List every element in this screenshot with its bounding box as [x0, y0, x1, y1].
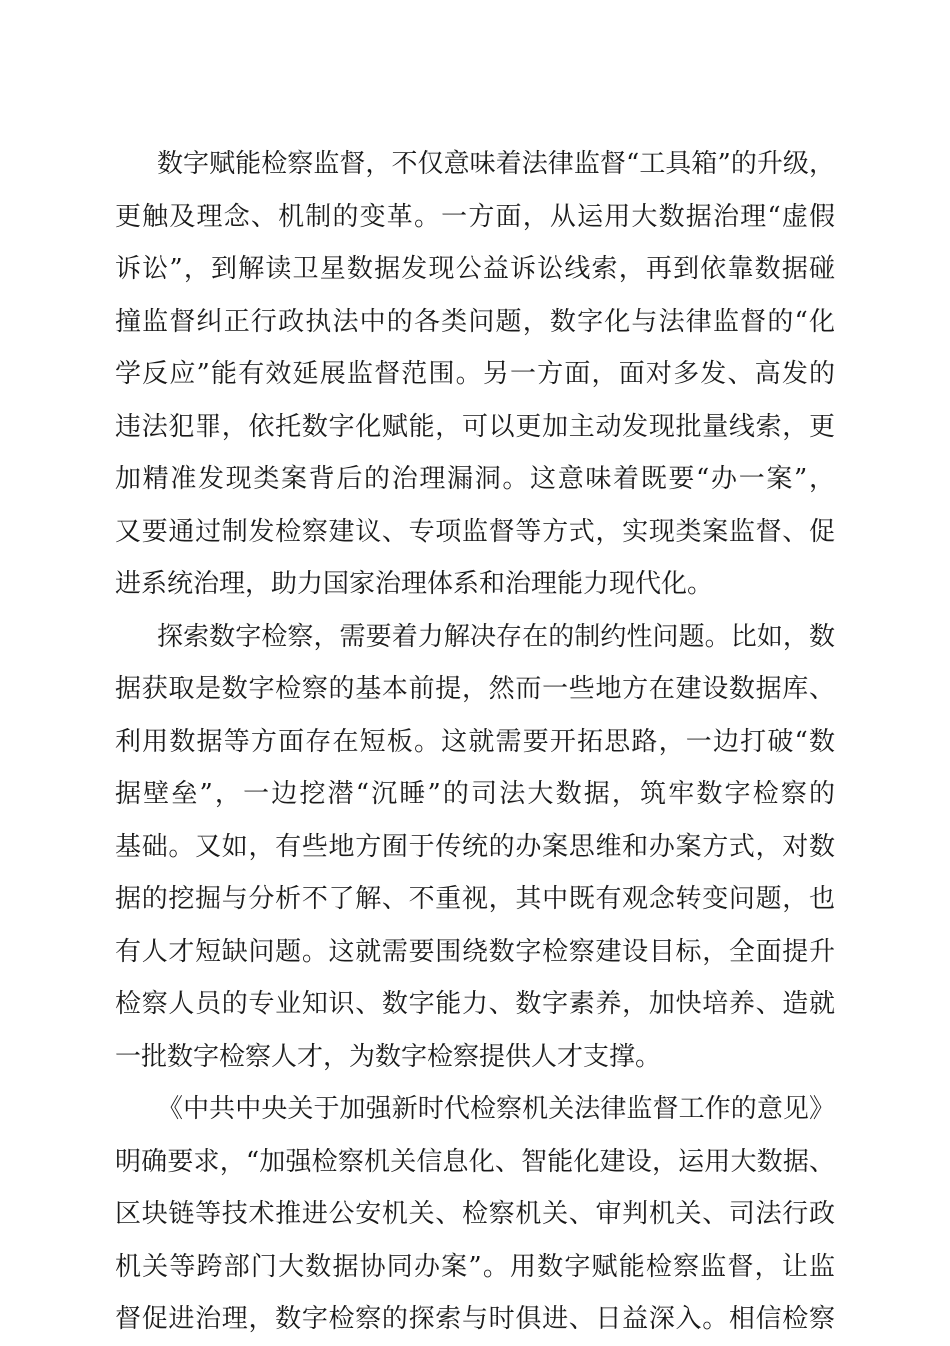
text-line: 又要通过制发检察建议、专项监督等方式，实现类案监督、促	[115, 516, 835, 547]
text-line: 数字赋能检察监督，不仅意味着法律监督“工具箱”的升级，	[157, 149, 835, 179]
text-line: 检察人员的专业知识、数字能力、数字素养，加快培养、造就	[115, 989, 835, 1019]
text-line: 更触及理念、机制的变革。一方面，从运用大数据治理“虚假	[115, 201, 835, 232]
text-line: 据的挖掘与分析不了解、不重视，其中既有观念转变问题，也	[115, 884, 835, 914]
text-line: 学反应”能有效延展监督范围。另一方面，面对多发、高发的	[115, 359, 835, 389]
text-line: 区块链等技术推进公安机关、检察机关、审判机关、司法行政	[115, 1199, 835, 1229]
text-line: 一批数字检察人才，为数字检察提供人才支撑。	[115, 1041, 662, 1072]
text-line: 有人才短缺问题。这就需要围绕数字检察建设目标，全面提升	[115, 936, 835, 967]
paragraph-3	[115, 1083, 835, 1346]
text-line: 据获取是数字检察的基本前提，然而一些地方在建设数据库、	[115, 674, 835, 704]
paragraph-1	[115, 138, 835, 611]
text-line: 加精准发现类案背后的治理漏洞。这意味着既要“办一案”，	[115, 464, 835, 494]
text-line: 《中共中央关于加强新时代检察机关法律监督工作的意见》	[157, 1094, 835, 1124]
text-line: 探索数字检察，需要着力解决存在的制约性问题。比如，数	[157, 621, 835, 652]
text-line: 机关等跨部门大数据协同办案”。用数字赋能检察监督，让监	[115, 1251, 835, 1282]
text-line: 撞监督纠正行政执法中的各类问题，数字化与法律监督的“化	[115, 306, 835, 337]
text-line: 据壁垒”，一边挖潜“沉睡”的司法大数据，筑牢数字检察的	[115, 779, 835, 809]
text-line: 进系统治理，助力国家治理体系和治理能力现代化。	[115, 569, 714, 599]
text-line: 基础。又如，有些地方囿于传统的办案思维和办案方式，对数	[115, 831, 835, 862]
document-body	[115, 138, 835, 1346]
text-line: 利用数据等方面存在短板。这就需要开拓思路，一边打破“数	[115, 726, 835, 757]
text-line: 违法犯罪，依托数字化赋能，可以更加主动发现批量线索，更	[115, 411, 835, 442]
text-line: 督促进治理，数字检察的探索与时俱进、日益深入。相信检察	[115, 1304, 835, 1334]
paragraph-2	[115, 611, 835, 1084]
text-line: 诉讼”，到解读卫星数据发现公益诉讼线索，再到依靠数据碰	[115, 254, 835, 284]
text-line: 明确要求，“加强检察机关信息化、智能化建设，运用大数据、	[115, 1146, 835, 1177]
